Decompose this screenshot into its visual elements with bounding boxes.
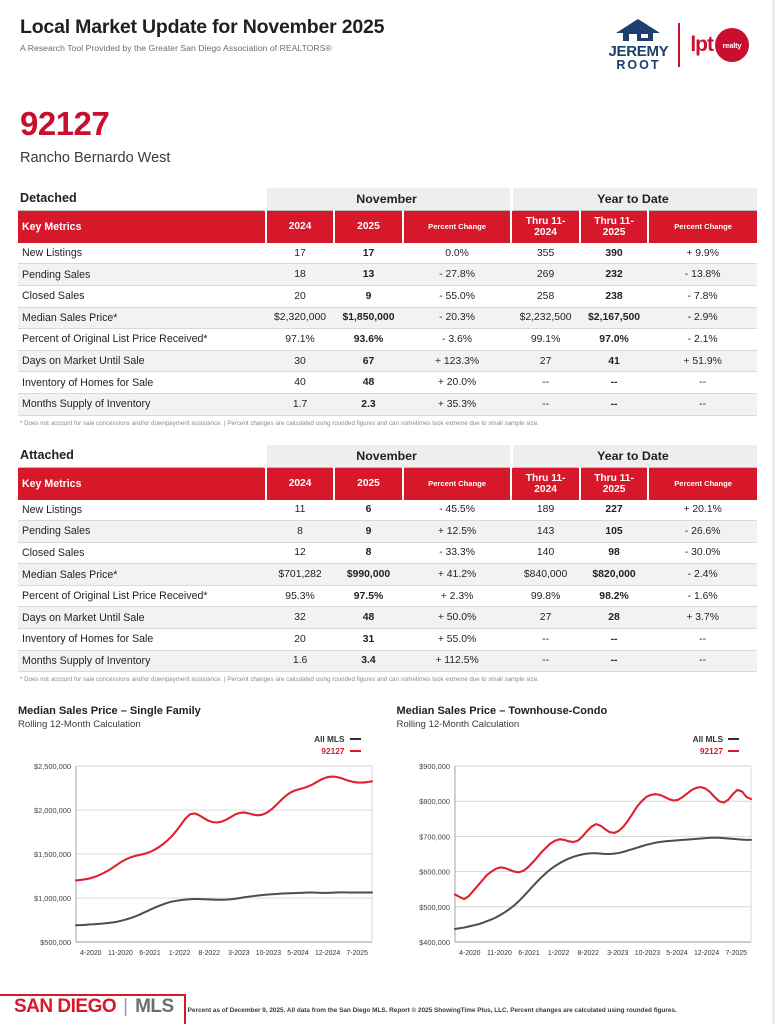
table-row	[18, 393, 757, 415]
logo-pipe: |	[123, 996, 129, 1017]
table-row	[18, 564, 757, 586]
row-label: Days on Market Until Sale	[18, 350, 266, 372]
cell-month-pct: + 55.0%	[403, 629, 512, 651]
svg-text:12-2024: 12-2024	[314, 950, 341, 958]
page-subtitle: A Research Tool Provided by the Greater San Diego Association of REALTORS®	[20, 43, 332, 53]
cell-ytd-curr: --	[580, 629, 648, 651]
chart-subtitle: Rolling 12-Month Calculation	[18, 719, 141, 731]
detached-table-body	[18, 243, 757, 415]
area-block	[18, 104, 757, 166]
row-label: Pending Sales	[18, 521, 266, 543]
cell-month-prev: 95.3%	[266, 585, 334, 607]
legend-swatch-all-mls	[728, 738, 739, 740]
col-month-curr: 2025	[334, 210, 402, 243]
table-row	[18, 372, 757, 394]
row-label: Median Sales Price*	[18, 564, 266, 586]
cell-ytd-prev: --	[511, 372, 579, 394]
cell-ytd-pct: - 2.4%	[648, 564, 757, 586]
chart-townhouse-condo	[397, 705, 758, 981]
svg-text:6-2021: 6-2021	[139, 950, 161, 958]
cell-ytd-prev: 99.8%	[511, 585, 579, 607]
table-header-row	[18, 467, 757, 500]
cell-month-pct: + 35.3%	[403, 393, 512, 415]
col-key-metrics: Key Metrics	[18, 467, 266, 500]
cell-ytd-pct: --	[648, 629, 757, 651]
legend-item-all-mls	[693, 734, 739, 744]
legend-item-all-mls	[314, 734, 360, 744]
legend-label-zip: 92127	[321, 746, 345, 757]
page-footer	[0, 982, 775, 1024]
cell-ytd-curr: $2,167,500	[580, 307, 648, 329]
row-label: Inventory of Homes for Sale	[18, 629, 266, 651]
cell-month-curr: 31	[334, 629, 402, 651]
cell-ytd-curr: --	[580, 393, 648, 415]
svg-text:$400,000: $400,000	[418, 938, 450, 948]
cell-ytd-pct: + 51.9%	[648, 350, 757, 372]
cell-month-prev: 20	[266, 629, 334, 651]
detached-table-wrap	[18, 188, 757, 427]
svg-text:$600,000: $600,000	[418, 867, 450, 877]
svg-text:$700,000: $700,000	[418, 832, 450, 842]
attached-table-wrap	[18, 445, 757, 684]
cell-ytd-pct: + 3.7%	[648, 607, 757, 629]
svg-text:$2,500,000: $2,500,000	[34, 762, 71, 772]
cell-month-pct: + 41.2%	[403, 564, 512, 586]
cell-ytd-pct: - 30.0%	[648, 542, 757, 564]
row-label: Percent of Original List Price Received*	[18, 585, 266, 607]
svg-text:4-2020: 4-2020	[80, 950, 102, 958]
cell-ytd-pct: - 13.8%	[648, 264, 757, 286]
page-edge-shadow	[770, 0, 775, 1024]
svg-text:12-2024: 12-2024	[693, 950, 719, 958]
chart-title: Median Sales Price – Townhouse-Condo	[396, 705, 608, 718]
row-label: Percent of Original List Price Received*	[18, 329, 266, 351]
cell-month-prev: 18	[266, 264, 334, 286]
lpt-circle-badge: realty	[715, 28, 749, 62]
logo-group	[608, 16, 757, 73]
logo-divider	[678, 23, 680, 67]
cell-month-prev: 1.7	[266, 393, 334, 415]
col-ytd-pct: Percent Change	[648, 210, 757, 243]
cell-month-curr: $1,850,000	[334, 307, 402, 329]
col-key-metrics: Key Metrics	[18, 210, 266, 243]
cell-month-curr: 8	[334, 542, 402, 564]
cell-month-curr: 2.3	[334, 393, 402, 415]
legend-label-zip: 92127	[699, 746, 723, 757]
legend-item-zip	[321, 746, 360, 756]
cell-month-curr: $990,000	[334, 564, 402, 586]
cell-ytd-prev: 189	[511, 500, 579, 521]
cell-month-pct: + 12.5%	[403, 521, 512, 543]
group-header-month: November	[266, 188, 512, 211]
detached-metrics-table	[18, 188, 757, 416]
row-label: New Listings	[18, 243, 266, 264]
cell-ytd-prev: $2,232,500	[511, 307, 579, 329]
svg-text:3-2023: 3-2023	[228, 950, 250, 958]
cell-month-curr: 48	[334, 607, 402, 629]
cell-ytd-prev: --	[511, 650, 579, 672]
table-row	[18, 264, 757, 286]
page-header	[18, 0, 757, 73]
footer-note: Percent as of December 9, 2025. All data from the San Diego MLS. Report © 2025 ShowingTime Plus, LLC. Percent changes are calculated using rounded figures.	[187, 1007, 677, 1014]
cell-month-pct: + 123.3%	[403, 350, 512, 372]
col-month-prev: 2024	[266, 210, 334, 243]
cell-ytd-curr: 105	[580, 521, 648, 543]
cell-month-curr: 9	[334, 521, 402, 543]
cell-ytd-prev: $840,000	[511, 564, 579, 586]
cell-ytd-pct: --	[648, 650, 757, 672]
cell-ytd-pct: --	[648, 372, 757, 394]
house-icon	[615, 18, 661, 42]
cell-month-prev: 20	[266, 285, 334, 307]
row-label: Median Sales Price*	[18, 307, 266, 329]
cell-month-prev: 32	[266, 607, 334, 629]
svg-text:10-2023: 10-2023	[634, 950, 660, 958]
chart-single-family	[18, 705, 379, 981]
header-title-block	[18, 16, 384, 53]
cell-ytd-curr: 390	[580, 243, 648, 264]
legend-swatch-zip	[350, 750, 361, 752]
row-label: Closed Sales	[18, 542, 266, 564]
jeremy-root-line1: JEREMY	[608, 43, 669, 60]
attached-table-note: * Does not account for sale concessions and/or downpayment assistance. | Percent changes are calculated using rounded figures and can sometimes look extreme due to small sample size.	[20, 676, 539, 684]
row-label: Pending Sales	[18, 264, 266, 286]
cell-month-pct: - 45.5%	[403, 500, 512, 521]
group-header-month: November	[266, 445, 512, 468]
cell-month-prev: 17	[266, 243, 334, 264]
svg-text:1-2022: 1-2022	[168, 950, 191, 958]
cell-ytd-curr: 98.2%	[580, 585, 648, 607]
svg-text:7-2025: 7-2025	[724, 950, 747, 958]
mls-wordmark: MLS	[135, 996, 174, 1017]
svg-text:$1,500,000: $1,500,000	[34, 850, 71, 860]
cell-month-curr: 93.6%	[334, 329, 402, 351]
chart-legend	[18, 734, 361, 756]
section-label: Attached	[18, 445, 266, 468]
cell-month-pct: - 33.3%	[403, 542, 512, 564]
col-ytd-prev: Thru 11-2024	[511, 467, 579, 500]
sd-wordmark: SAN DIEGO	[14, 996, 117, 1017]
cell-month-curr: 13	[334, 264, 402, 286]
lpt-realty-logo	[690, 28, 749, 62]
cell-month-prev: 8	[266, 521, 334, 543]
cell-ytd-prev: 27	[511, 350, 579, 372]
table-row	[18, 285, 757, 307]
svg-text:5-2024: 5-2024	[665, 950, 688, 958]
lpt-wordmark: lpt	[690, 33, 713, 57]
svg-text:$800,000: $800,000	[418, 797, 450, 807]
group-header-ytd: Year to Date	[511, 445, 757, 468]
table-section-row	[18, 445, 757, 468]
cell-ytd-prev: 258	[511, 285, 579, 307]
table-row	[18, 307, 757, 329]
legend-label-all-mls: All MLS	[692, 734, 723, 745]
cell-month-prev: 12	[266, 542, 334, 564]
cell-ytd-prev: --	[511, 393, 579, 415]
table-row	[18, 329, 757, 351]
jeremy-root-line2: ROOT	[616, 58, 661, 72]
table-row	[18, 585, 757, 607]
attached-table-body	[18, 500, 757, 672]
row-label: Months Supply of Inventory	[18, 650, 266, 672]
table-row	[18, 521, 757, 543]
section-label: Detached	[18, 188, 266, 211]
cell-ytd-prev: 99.1%	[511, 329, 579, 351]
cell-month-pct: + 50.0%	[403, 607, 512, 629]
chart-plot-area-0	[18, 758, 379, 981]
cell-ytd-prev: 143	[511, 521, 579, 543]
table-row	[18, 650, 757, 672]
cell-ytd-prev: 140	[511, 542, 579, 564]
cell-ytd-prev: --	[511, 629, 579, 651]
cell-month-curr: 48	[334, 372, 402, 394]
cell-month-pct: - 3.6%	[403, 329, 512, 351]
row-label: Closed Sales	[18, 285, 266, 307]
table-row	[18, 500, 757, 521]
cell-month-prev: 97.1%	[266, 329, 334, 351]
svg-text:$500,000: $500,000	[418, 903, 450, 913]
table-section-row	[18, 188, 757, 211]
row-label: New Listings	[18, 500, 266, 521]
cell-ytd-curr: 98	[580, 542, 648, 564]
chart-title: Median Sales Price – Single Family	[18, 705, 201, 718]
svg-text:1-2022: 1-2022	[547, 950, 569, 958]
cell-month-curr: 97.5%	[334, 585, 402, 607]
cell-ytd-curr: 227	[580, 500, 648, 521]
svg-text:4-2020: 4-2020	[458, 950, 481, 958]
cell-ytd-pct: - 1.6%	[648, 585, 757, 607]
svg-text:6-2021: 6-2021	[517, 950, 540, 958]
cell-ytd-prev: 27	[511, 607, 579, 629]
row-label: Days on Market Until Sale	[18, 607, 266, 629]
svg-text:3-2023: 3-2023	[606, 950, 629, 958]
svg-text:$2,000,000: $2,000,000	[34, 806, 71, 816]
cell-month-pct: - 55.0%	[403, 285, 512, 307]
col-ytd-pct: Percent Change	[648, 467, 757, 500]
cell-month-curr: 17	[334, 243, 402, 264]
svg-text:11-2020: 11-2020	[108, 950, 133, 958]
cell-ytd-curr: 41	[580, 350, 648, 372]
col-month-pct: Percent Change	[403, 210, 512, 243]
cell-ytd-curr: 28	[580, 607, 648, 629]
cell-month-pct: 0.0%	[403, 243, 512, 264]
cell-month-pct: + 20.0%	[403, 372, 512, 394]
cell-ytd-curr: --	[580, 372, 648, 394]
cell-month-prev: 11	[266, 500, 334, 521]
cell-month-pct: + 112.5%	[403, 650, 512, 672]
cell-month-prev: 1.6	[266, 650, 334, 672]
detached-table-note: * Does not account for sale concessions and/or downpayment assistance. | Percent changes are calculated using rounded figures and can sometimes look extreme due to small sample size.	[20, 419, 539, 427]
svg-text:11-2020: 11-2020	[486, 950, 512, 958]
col-month-curr: 2025	[334, 467, 402, 500]
cell-month-prev: $2,320,000	[266, 307, 334, 329]
cell-ytd-curr: 97.0%	[580, 329, 648, 351]
cell-ytd-curr: $820,000	[580, 564, 648, 586]
cell-ytd-prev: 355	[511, 243, 579, 264]
col-ytd-prev: Thru 11-2024	[511, 210, 579, 243]
cell-month-prev: 40	[266, 372, 334, 394]
cell-month-pct: + 2.3%	[403, 585, 512, 607]
charts-section	[18, 705, 757, 981]
san-diego-mls-logo	[0, 994, 186, 1024]
cell-month-prev: $701,282	[266, 564, 334, 586]
cell-month-curr: 3.4	[334, 650, 402, 672]
col-month-prev: 2024	[266, 467, 334, 500]
svg-text:$500,000: $500,000	[40, 938, 71, 948]
cell-ytd-pct: + 20.1%	[648, 500, 757, 521]
svg-text:$900,000: $900,000	[418, 762, 450, 772]
cell-ytd-curr: --	[580, 650, 648, 672]
col-month-pct: Percent Change	[403, 467, 512, 500]
table-row	[18, 542, 757, 564]
cell-month-pct: - 27.8%	[403, 264, 512, 286]
col-ytd-curr: Thru 11-2025	[580, 210, 648, 243]
svg-text:8-2022: 8-2022	[576, 950, 599, 958]
legend-item-zip	[700, 746, 739, 756]
cell-month-curr: 67	[334, 350, 402, 372]
cell-ytd-prev: 269	[511, 264, 579, 286]
cell-ytd-pct: - 2.1%	[648, 329, 757, 351]
chart-subtitle: Rolling 12-Month Calculation	[396, 719, 520, 731]
cell-ytd-pct: - 7.8%	[648, 285, 757, 307]
cell-month-curr: 6	[334, 500, 402, 521]
jeremy-root-logo	[608, 18, 668, 73]
svg-text:7-2025: 7-2025	[346, 950, 368, 958]
table-header-row	[18, 210, 757, 243]
table-row	[18, 629, 757, 651]
chart-svg-townhouse-condo	[397, 758, 757, 976]
svg-text:$1,000,000: $1,000,000	[34, 894, 71, 904]
legend-swatch-all-mls	[350, 738, 361, 740]
cell-ytd-pct: + 9.9%	[648, 243, 757, 264]
table-row	[18, 350, 757, 372]
svg-text:10-2023: 10-2023	[255, 950, 282, 958]
cell-month-curr: 9	[334, 285, 402, 307]
legend-label-all-mls: All MLS	[314, 734, 345, 745]
zip-code: 92127	[20, 104, 110, 142]
cell-month-pct: - 20.3%	[403, 307, 512, 329]
area-name: Rancho Bernardo West	[20, 149, 171, 166]
svg-text:5-2024: 5-2024	[287, 950, 309, 958]
table-row	[18, 607, 757, 629]
attached-metrics-table	[18, 445, 757, 673]
cell-ytd-curr: 232	[580, 264, 648, 286]
col-ytd-curr: Thru 11-2025	[580, 467, 648, 500]
row-label: Inventory of Homes for Sale	[18, 372, 266, 394]
chart-plot-area-1	[397, 758, 758, 981]
cell-ytd-curr: 238	[580, 285, 648, 307]
chart-svg-single-family	[18, 758, 378, 976]
chart-legend	[397, 734, 740, 756]
table-row	[18, 243, 757, 264]
cell-ytd-pct: - 26.6%	[648, 521, 757, 543]
group-header-ytd: Year to Date	[511, 188, 757, 211]
cell-month-prev: 30	[266, 350, 334, 372]
page-title: Local Market Update for November 2025	[20, 16, 385, 38]
legend-swatch-zip	[728, 750, 739, 752]
cell-ytd-pct: - 2.9%	[648, 307, 757, 329]
row-label: Months Supply of Inventory	[18, 393, 266, 415]
cell-ytd-pct: --	[648, 393, 757, 415]
svg-text:8-2022: 8-2022	[198, 950, 220, 958]
